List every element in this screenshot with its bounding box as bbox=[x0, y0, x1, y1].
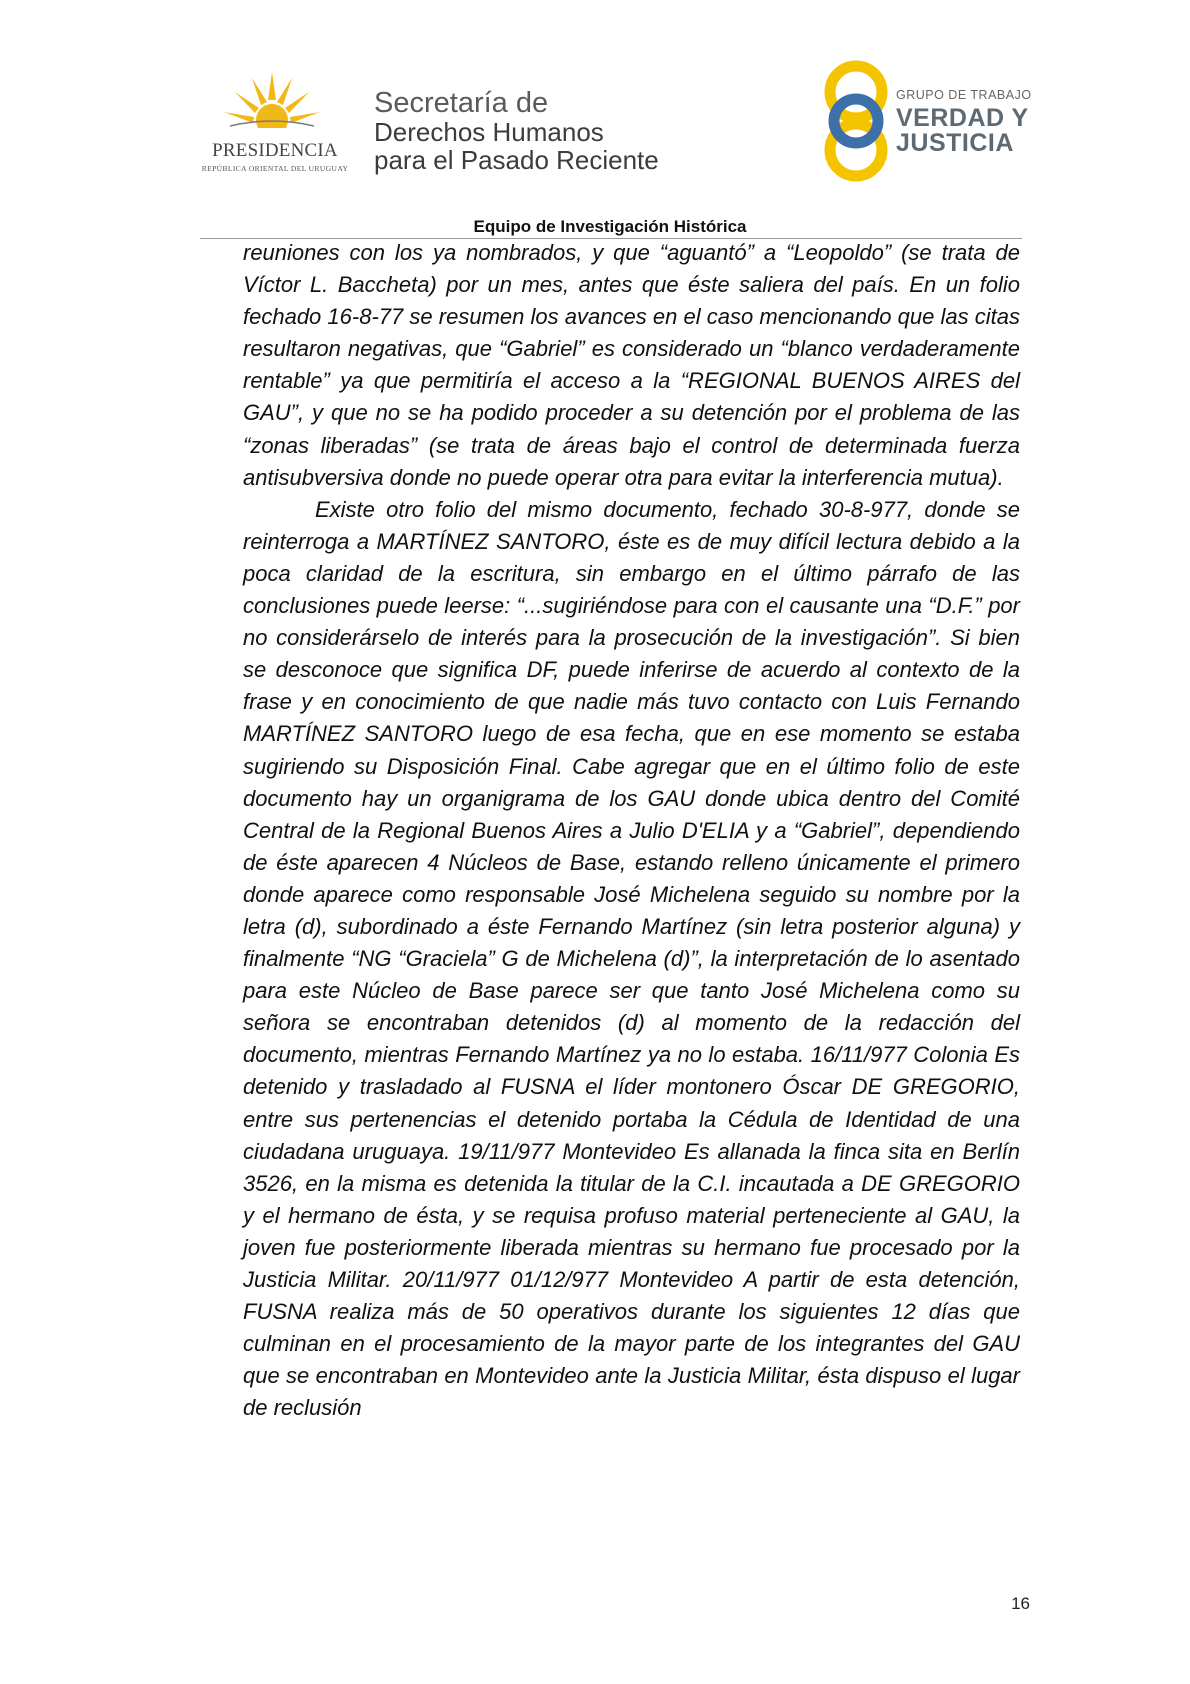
secretaria-line-1: Secretaría de bbox=[374, 87, 549, 119]
grupo-line-1: GRUPO DE TRABAJO bbox=[896, 88, 1032, 102]
interlocked-rings-icon bbox=[818, 56, 894, 186]
grupo-line-2: VERDAD Y bbox=[896, 104, 1029, 132]
body-paragraph: reuniones con los ya nombrados, y que “aguantó” a “Leopoldo” (se trata de Víctor L. Baccheta) por un mes, antes que éste saliera del país. En un folio fechado 16-8-77 se resumen los avances en el caso mencionando que las citas resultaron negativas, que “Gabriel” es considerado un “blanco verdaderamente rentable” ya que permitiría el acceso a la “REGIONAL BUENOS AIRES del GAU”, y que no se ha podido proceder a su detención por el problema de las “zonas liberadas” (se trata de áreas bajo el control de determinada fuerza antisubversiva donde no puede operar otra para evitar la interferencia mutua). bbox=[243, 240, 1020, 490]
secretaria-line-3: para el Pasado Reciente bbox=[374, 145, 659, 175]
secretaria-line-2: Derechos Humanos bbox=[374, 117, 604, 147]
presidencia-subtitle: REPÚBLICA ORIENTAL DEL URUGUAY bbox=[201, 164, 349, 173]
page-number: 16 bbox=[1011, 1594, 1030, 1613]
running-head: Equipo de Investigación Histórica bbox=[473, 217, 747, 236]
verdad-justicia-logo bbox=[818, 56, 1038, 186]
body-paragraph: Existe otro folio del mismo documento, fechado 30-8-977, donde se reinterroga a MARTÍNEZ SANTORO, éste es de muy difícil lectura debido a la poca claridad de la escritura, sin embargo en el último párrafo de las conclusiones puede leerse: “...sugiriéndose para con el causante una “D.F.” por no considerárselo de interés para la prosecución de la investigación”. Si bien se desconoce que significa DF, puede inferirse de acuerdo al contexto de la frase y en conocimiento de que nadie más tuvo contacto con Luis Fernando MARTÍNEZ SANTORO luego de esa fecha, que en ese momento se estaba sugiriendo su Disposición Final. Cabe agregar que en el último folio de este documento hay un organigrama de los GAU donde ubica dentro del Comité Central de la Regional Buenos Aires a Julio D'ELIA y a “Gabriel”, dependiendo de éste aparecen 4 Núcleos de Base, estando relleno únicamente el primero donde aparece como responsable José Michelena seguido su nombre por la letra (d), subordinado a éste Fernando Martínez (sin letra posterior alguna) y finalmente “NG “Graciela” G de Michelena (d)”, la interpretación de lo asentado para este Núcleo de Base parece ser que tanto José Michelena como su señora se encontraban detenidos (d) al momento de la redacción del documento, mientras Fernando Martínez ya no lo estaba. 16/11/977 Colonia Es detenido y trasladado al FUSNA el líder montonero Óscar DE GREGORIO, entre sus pertenencias el detenido portaba la Cédula de Identidad de una ciudadana uruguaya. 19/11/977 Montevideo Es allanada la finca sita en Berlín 3526, en la misma es detenida la titular de la C.I. incautada a DE GREGORIO y el hermano de ésta, y se requisa profuso material perteneciente al GAU, la joven fue posteriormente liberada mientras su hermano fue procesado por la Justicia Militar. 20/11/977 01/12/977 Montevideo A partir de esta detención, FUSNA realiza más de 50 operativos durante los siguientes 12 días que culminan en el procesamiento de la mayor parte de los integrantes del GAU que se encontraban en Montevideo ante la Justicia Militar, ésta dispuso el lugar de reclusión bbox=[243, 496, 1020, 1421]
grupo-line-3: JUSTICIA bbox=[896, 129, 1014, 157]
secretaria-logo-text bbox=[374, 88, 659, 174]
sun-emblem-icon bbox=[222, 70, 322, 140]
body-text bbox=[243, 237, 1020, 1424]
presidencia-logo bbox=[190, 70, 360, 180]
presidencia-name: PRESIDENCIA bbox=[212, 140, 338, 161]
